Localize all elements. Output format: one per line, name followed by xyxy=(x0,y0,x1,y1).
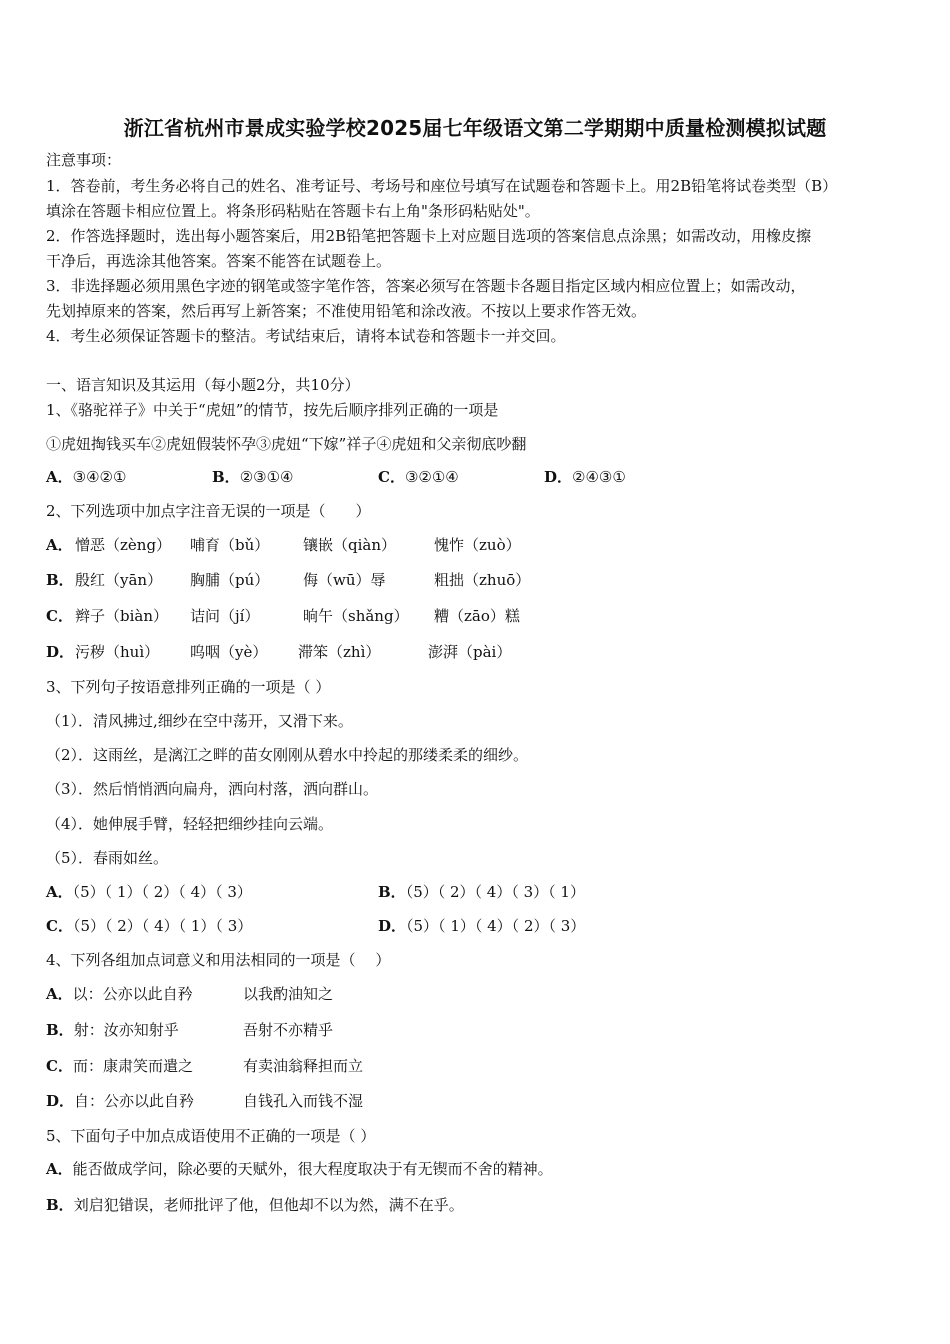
q1-option-c: C．③②①④ xyxy=(378,468,459,486)
notice-line: 填涂在答题卡相应位置上。将条形码粘贴在答题卡右上角"条形码粘贴处"。 xyxy=(46,202,540,220)
q4-option-d: D．自：公亦以此自矜 xyxy=(46,1092,195,1110)
q2-item: 滞笨（zhì） xyxy=(298,643,381,661)
q3-sentence: （2）．这雨丝，是漓江之畔的苗女刚刚从碧水中拎起的那缕柔柔的细纱。 xyxy=(46,746,529,764)
q2-item: 诘问（jí） xyxy=(190,607,260,625)
q2-item: 辫子（biàn） xyxy=(75,607,169,625)
q5-option-a: A．能否做成学问，除必要的天赋外，很大程度取决于有无锲而不舍的精神。 xyxy=(46,1160,553,1178)
q2-item: 污秽（huì） xyxy=(75,643,160,661)
q2-item: 愧怍（zuò） xyxy=(434,536,521,554)
question-1-events: ①虎妞掏钱买车②虎妞假装怀孕③虎妞“下嫁”祥子④虎妞和父亲彻底吵翻 xyxy=(46,435,527,453)
notice-line: 干净后，再选涂其他答案。答案不能答在试题卷上。 xyxy=(46,252,392,270)
q2-item: 粗拙（zhuō） xyxy=(434,571,531,589)
notice-line: 4．考生必须保证答题卡的整洁。考试结束后，请将本试卷和答题卡一并交回。 xyxy=(46,327,566,345)
q5-option-b: B．刘启犯错误，老师批评了他，但他却不以为然，满不在乎。 xyxy=(46,1196,464,1214)
question-5-stem: 5、下面句子中加点成语使用不正确的一项是（ ） xyxy=(46,1127,376,1145)
q2-item: 镶嵌（qiàn） xyxy=(303,536,397,554)
q2-row-letter: A． xyxy=(46,536,73,554)
question-1-stem: 1、《骆驼祥子》中关于“虎妞”的情节，按先后顺序排列正确的一项是 xyxy=(46,401,499,419)
q3-option-d: D．（5）（ 1）（ 4）（ 2）（ 3） xyxy=(378,917,586,935)
question-3-stem: 3、下列句子按语意排列正确的一项是（ ） xyxy=(46,678,331,696)
q3-sentence: （3）．然后悄悄洒向扁舟，洒向村落，洒向群山。 xyxy=(46,780,379,798)
q4-option-c-right: 有卖油翁释担而立 xyxy=(243,1057,364,1075)
page-title: 浙江省杭州市景成实验学校2025届七年级语文第二学期期中质量检测模拟试题 xyxy=(123,116,827,140)
notice-line: 3．非选择题必须用黑色字迹的钢笔或签字笔作答，答案必须写在答题卡各题目指定区域内相应位置上；如需改动， xyxy=(46,277,806,295)
q2-item: 哺育（bǔ） xyxy=(190,536,270,554)
q2-item: 胸脯（pú） xyxy=(190,571,270,589)
q2-row-letter: D． xyxy=(46,643,75,661)
q2-item: 晌午（shǎng） xyxy=(303,607,409,625)
q3-option-c: C．（5）（ 2）（ 4）（ 1）（ 3） xyxy=(46,917,253,935)
q4-option-b-right: 吾射不亦精乎 xyxy=(243,1021,334,1039)
q3-sentence: （5）．春雨如丝。 xyxy=(46,849,169,867)
section-heading: 一、语言知识及其运用（每小题2分，共10分） xyxy=(46,376,360,394)
q4-option-c: C．而：康肃笑而遣之 xyxy=(46,1057,193,1075)
notice-line: 2．作答选择题时，选出每小题答案后，用2B铅笔把答题卡上对应题目选项的答案信息点涂黑；如需改动，用橡皮擦 xyxy=(46,227,812,245)
notice-line: 1．答卷前，考生务必将自己的姓名、准考证号、考场号和座位号填写在试题卷和答题卡上。用2B铅笔将试卷类型（B） xyxy=(46,177,838,195)
notice-heading: 注意事项： xyxy=(46,151,122,169)
q4-option-b: B．射：汝亦知射乎 xyxy=(46,1021,179,1039)
q1-option-a: A．③④②① xyxy=(46,468,127,486)
q2-row-letter: C． xyxy=(46,607,73,625)
q3-option-a: A．（5）（ 1）（ 2）（ 4）（ 3） xyxy=(46,883,252,901)
notice-line: 先划掉原来的答案，然后再写上新答案；不准使用铅笔和涂改液。不按以上要求作答无效。 xyxy=(46,302,647,320)
q3-sentence: （1）．清风拂过,细纱在空中荡开，又滑下来。 xyxy=(46,712,353,730)
question-4-stem: 4、下列各组加点词意义和用法相同的一项是（ ） xyxy=(46,951,391,969)
q3-sentence: （4）．她伸展手臂，轻轻把细纱挂向云端。 xyxy=(46,815,334,833)
q2-item: 憎恶（zèng） xyxy=(75,536,172,554)
q4-option-d-right: 自钱孔入而钱不湿 xyxy=(243,1092,364,1110)
q2-item: 侮（wū）辱 xyxy=(303,571,386,589)
q4-option-a: A．以：公亦以此自矜 xyxy=(46,985,193,1003)
q2-item: 澎湃（pài） xyxy=(428,643,512,661)
q2-row-letter: B． xyxy=(46,571,74,589)
q2-item: 殷红（yān） xyxy=(75,571,163,589)
question-2-stem: 2、下列选项中加点字注音无误的一项是（ ） xyxy=(46,502,371,520)
q1-option-b: B．②③①④ xyxy=(212,468,294,486)
q4-option-a-right: 以我酌油知之 xyxy=(243,985,334,1003)
q2-item: 呜咽（yè） xyxy=(190,643,268,661)
q3-option-b: B．（5）（ 2）（ 4）（ 3）（ 1） xyxy=(378,883,585,901)
q2-item: 糟（zāo）糕 xyxy=(434,607,520,625)
q1-option-d: D．②④③① xyxy=(544,468,626,486)
